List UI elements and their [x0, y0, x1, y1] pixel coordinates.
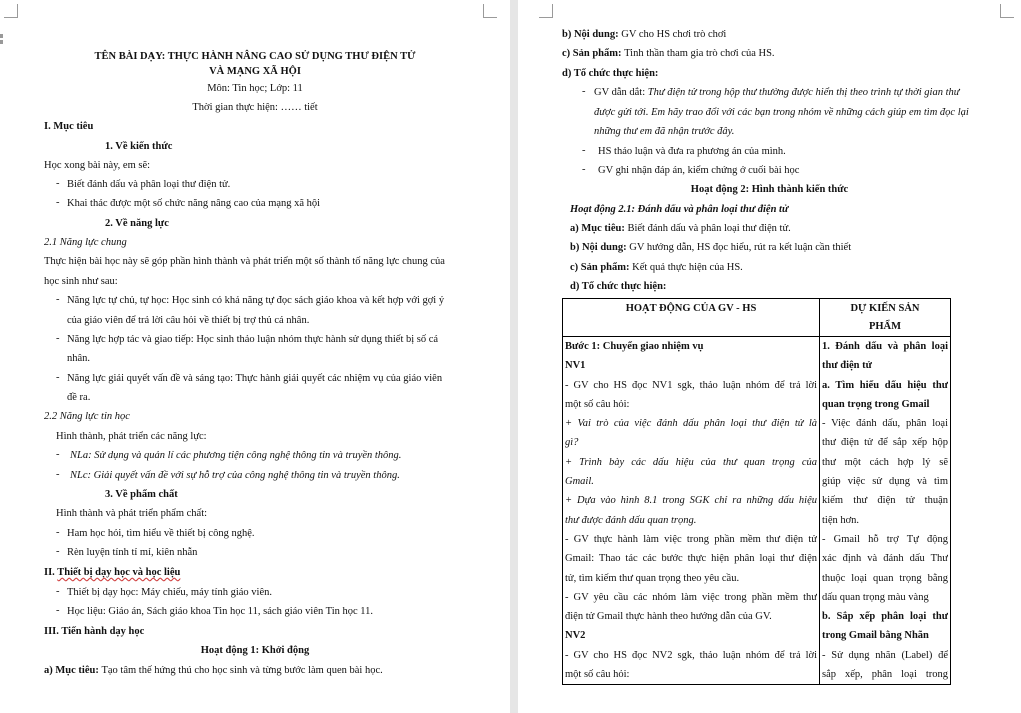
- table-cell-line: tiện hơn.: [822, 514, 860, 526]
- table-cell-line: gì?: [565, 437, 579, 449]
- paragraph: Học xong bài này, em sẽ:: [44, 160, 151, 171]
- margin-corner-mark: [1000, 4, 1014, 18]
- activity-heading: Hoạt động 2: Hình thành kiến thức: [690, 184, 849, 195]
- bullet-marker: -: [56, 372, 60, 383]
- margin-corner-mark: [4, 4, 18, 18]
- table-cell-line: Gmail: Thao tác các bước thực hiện phân loại thư điện: [565, 553, 817, 565]
- section-title: Thiết bị dạy học và học liệu: [57, 567, 181, 578]
- paragraph: Thực hiện bài học này sẽ góp phần hình thành và phát triển một số thành tố năng lực chung của: [44, 256, 445, 267]
- label: a) Mục tiêu:: [44, 665, 102, 676]
- table-cell-line: xác định và đánh dấu Thư: [822, 553, 948, 565]
- table-cell-line: a. Tìm hiểu dấu hiệu thư: [822, 379, 948, 391]
- paragraph: [570, 241, 851, 255]
- bullet-marker: -: [56, 449, 60, 460]
- ruler-mark: [0, 34, 3, 38]
- activity-subheading: Hoạt động 2.1: Đánh dấu và phân loại thư điện tử: [570, 204, 789, 215]
- table-cell-line: thư được đánh dấu quan trọng.: [565, 514, 697, 526]
- bullet-marker: -: [56, 197, 60, 208]
- table-cell-line: Bước 1: Chuyển giao nhiệm vụ: [565, 341, 704, 352]
- table-cell-line: kiếm thư điện tử thuận: [822, 495, 948, 507]
- margin-corner-mark: [483, 4, 497, 18]
- paragraph: Hình thành, phát triển các năng lực:: [56, 431, 207, 442]
- list-item: HS thảo luận và đưa ra phương án của mình.: [598, 146, 786, 157]
- table-header-row: [563, 299, 951, 337]
- table-cell-line: 1. Đánh dấu và phân loại: [822, 341, 948, 352]
- table-header-activity: HOẠT ĐỘNG CỦA GV - HS: [563, 299, 820, 337]
- list-item: Học liệu: Giáo án, Sách giáo khoa Tin học 11, sách giáo viên Tin học 11.: [67, 606, 374, 617]
- table-row: [563, 337, 951, 685]
- list-item: Năng lực tự chủ, tự học: Học sinh có khả năng tự đọc sách giáo khoa và kết hợp với gợi ý: [67, 295, 445, 306]
- table-cell-line: Gmail.: [565, 476, 594, 488]
- table-cell-activity: [563, 337, 820, 685]
- activity-heading: Hoạt động 1: Khởi động: [200, 645, 310, 656]
- table-header-product: DỰ KIẾN SẢN PHẨM: [820, 299, 951, 337]
- paragraph: học sinh như sau:: [44, 276, 118, 287]
- subsection-heading: 2. Về năng lực: [105, 218, 169, 229]
- subsection-heading: 3. Về phẩm chất: [105, 489, 178, 500]
- list-item: Rèn luyện tính tỉ mỉ, kiên nhẫn: [67, 547, 198, 558]
- table-cell-line: - Việc đánh dấu, phân loại: [822, 418, 948, 430]
- subsection-heading: 2.2 Năng lực tin học: [44, 411, 130, 422]
- text: GV cho HS chơi trò chơi: [621, 29, 727, 40]
- table-cell-line: tử, tìm kiếm thư quan trọng theo yêu cầu.: [565, 572, 740, 584]
- paragraph: [562, 28, 726, 42]
- label: GV dẫn dắt:: [594, 87, 648, 98]
- table-cell-line: - Sử dụng nhãn (Label) để: [822, 649, 948, 661]
- bullet-marker: -: [582, 86, 586, 97]
- text: Biết đánh dấu và phân loại thư điện tử.: [627, 223, 791, 234]
- list-item: GV ghi nhận đáp án, kiểm chứng ở cuối bài học: [598, 165, 800, 176]
- list-item: [594, 86, 959, 100]
- table-cell-line: NV2: [565, 630, 586, 642]
- table-cell-line: thuộc loại quan trọng bằng: [822, 572, 948, 584]
- bullet-marker: -: [56, 605, 60, 616]
- table-cell-line: thư điện tử để sắp xếp hộp: [822, 437, 948, 449]
- list-item: Biết đánh dấu và phân loại thư điện tử.: [67, 179, 231, 190]
- table-cell-line: + Vai trò của việc đánh dấu phân loại thư điện tử là: [565, 418, 817, 430]
- table-cell-line: một số câu hỏi:: [565, 398, 630, 410]
- table-cell-line: + Trình bày các dấu hiệu của thư quan trọng của: [565, 456, 817, 468]
- section-heading: [44, 566, 180, 580]
- paragraph: [562, 47, 775, 61]
- list-item: NLa: Sử dụng và quản lí các phương tiện công nghệ thông tin và truyền thông.: [70, 450, 402, 461]
- table-cell-line: NV1: [565, 360, 586, 372]
- list-item: được gửi tới. Em hãy trao đổi với các bạn trong nhóm về những cách giúp em tìm đọc lại: [594, 107, 969, 118]
- paragraph-label: d) Tổ chức thực hiện:: [562, 68, 659, 79]
- subsection-heading: 2.1 Năng lực chung: [44, 237, 127, 248]
- text: Tạo tâm thế hứng thú cho học sinh và từng bước làm quen bài học.: [101, 665, 383, 676]
- text: Thư điện tử trong hộp thư thường được hiển thị theo trình tự thời gian thư: [647, 87, 960, 98]
- label: b) Nội dung:: [562, 29, 622, 40]
- table-cell-line: - Gmail hỗ trợ Tự động: [822, 533, 948, 545]
- paragraph: [570, 261, 743, 275]
- list-item: Khai thác được một số chức năng nâng cao của mạng xã hội: [67, 198, 321, 209]
- margin-corner-mark: [539, 4, 553, 18]
- table-cell-line: dấu quan trọng màu vàng: [822, 591, 929, 603]
- table-cell-line: điện tử Gmail thực hành theo hướng dẫn của GV.: [565, 611, 772, 623]
- text: Kết quả thực hiện của HS.: [632, 262, 743, 273]
- document-page-right: [518, 0, 1021, 713]
- list-item: những thư em đã nhận trước đây.: [594, 126, 735, 137]
- table-cell-line: trong Gmail bằng Nhãn: [822, 630, 929, 642]
- table-cell-line: sắp xếp, phân loại trong: [822, 669, 948, 681]
- paragraph: [570, 222, 791, 236]
- bullet-marker: -: [56, 469, 60, 480]
- table-cell-line: một số câu hỏi:: [565, 669, 630, 681]
- table-cell-line: thư điện tử: [822, 360, 872, 372]
- document-page-left: [0, 0, 510, 713]
- bullet-marker: -: [56, 294, 60, 305]
- time-line: Thời gian thực hiện: …… tiết: [192, 102, 318, 113]
- table-cell-line: - GV yêu cầu các nhóm làm việc trong phần mềm thư: [565, 591, 817, 603]
- section-number: II.: [44, 567, 58, 578]
- bullet-marker: -: [56, 546, 60, 557]
- table-cell-product: [820, 337, 951, 685]
- label: a) Mục tiêu:: [570, 223, 628, 234]
- list-item: NLc: Giải quyết vấn đề với sự hỗ trợ của công nghệ thông tin và truyền thông.: [70, 470, 400, 481]
- label: b) Nội dung:: [570, 242, 630, 253]
- bullet-marker: -: [582, 145, 586, 156]
- table-cell-line: - GV cho HS đọc NV2 sgk, thảo luận nhóm để trả lời: [565, 649, 817, 661]
- ruler-mark: [0, 40, 3, 44]
- table-cell-line: - GV thực hành làm việc trong phần mềm thư điện tử: [565, 533, 817, 545]
- table-cell-line: thư một cách hợp lý sẽ: [822, 456, 948, 468]
- list-item: nhân.: [67, 353, 91, 364]
- label: c) Sản phẩm:: [562, 48, 625, 59]
- text: Tinh thần tham gia trò chơi của HS.: [624, 48, 775, 59]
- activity-table: [562, 298, 951, 685]
- list-item: Thiết bị dạy học: Máy chiếu, máy tính giáo viên.: [67, 587, 272, 598]
- paragraph: Hình thành và phát triển phẩm chất:: [56, 508, 208, 519]
- list-item: Năng lực giải quyết vấn đề và sáng tạo: Thực hành giải quyết các nhiệm vụ của giáo viên: [67, 373, 443, 384]
- section-heading: I. Mục tiêu: [44, 121, 94, 132]
- table-cell-line: - GV cho HS đọc NV1 sgk, thảo luận nhóm để trả lời: [565, 379, 817, 391]
- paragraph-label: d) Tổ chức thực hiện:: [570, 281, 667, 292]
- section-heading: III. Tiến hành dạy học: [44, 626, 145, 637]
- bullet-marker: -: [582, 164, 586, 175]
- list-item: Năng lực hợp tác và giao tiếp: Học sinh thảo luận nhóm thực hành sử dụng thiết bị số cá: [67, 334, 439, 345]
- bullet-marker: -: [56, 527, 60, 538]
- table-cell-line: quan trọng trong Gmail: [822, 398, 930, 410]
- paragraph: [44, 664, 383, 678]
- bullet-marker: -: [56, 178, 60, 189]
- bullet-marker: -: [56, 586, 60, 597]
- lesson-title-2: VÀ MẠNG XÃ HỘI: [209, 66, 301, 77]
- list-item: Ham học hỏi, tìm hiểu về thiết bị công nghệ.: [67, 528, 255, 539]
- lesson-title: TÊN BÀI DẠY: THỰC HÀNH NÂNG CAO SỬ DỤNG THƯ ĐIỆN TỬ: [94, 51, 416, 62]
- subject-line: Môn: Tin học; Lớp: 11: [207, 83, 303, 94]
- label: c) Sản phẩm:: [570, 262, 633, 273]
- text: GV hướng dẫn, HS đọc hiểu, rút ra kết luận cần thiết: [629, 242, 852, 253]
- bullet-marker: -: [56, 333, 60, 344]
- list-item: của giáo viên để trả lời câu hỏi về thiết bị trợ thủ cá nhân.: [67, 315, 310, 326]
- table-cell-line: b. Sắp xếp phân loại thư: [822, 611, 948, 623]
- list-item: đề ra.: [67, 392, 91, 403]
- table-cell-line: + Dựa vào hình 8.1 trong SGK chỉ ra những dấu hiệu: [565, 495, 817, 507]
- subsection-heading: 1. Về kiến thức: [105, 141, 173, 152]
- table-cell-line: giúp việc sử dụng và tìm: [822, 476, 948, 488]
